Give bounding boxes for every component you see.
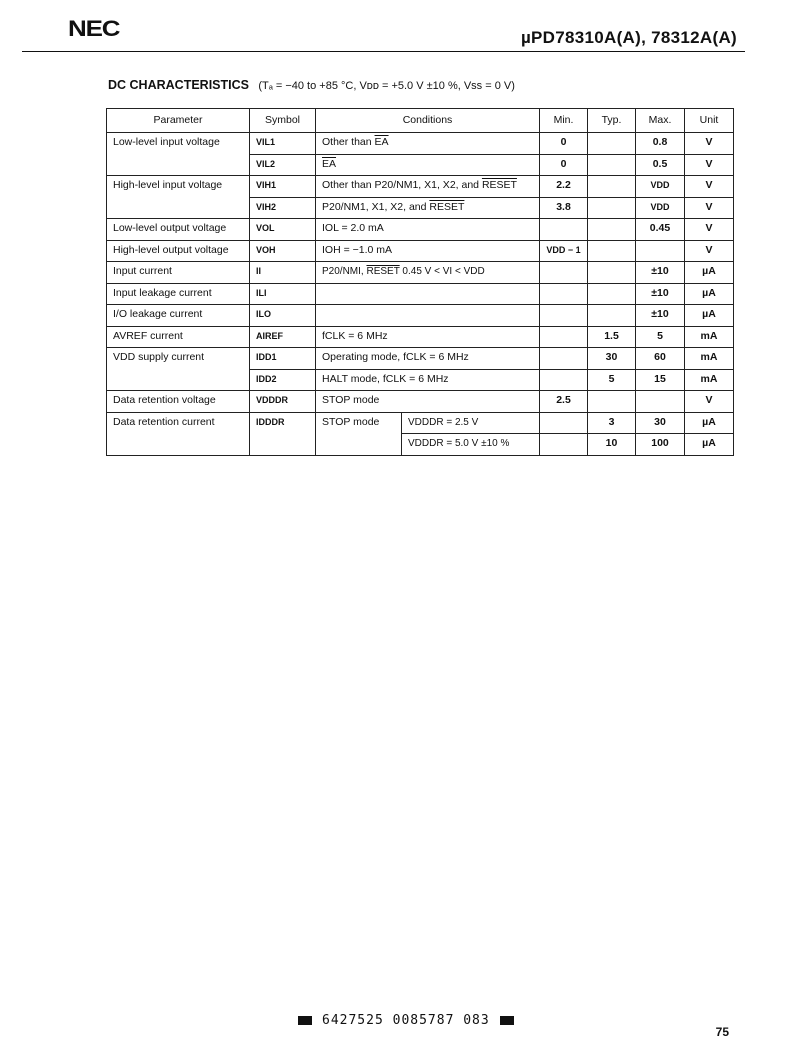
- conditions-cell: IOL = 2.0 mA: [316, 219, 540, 241]
- max-cell: 100: [636, 434, 685, 456]
- conditions-cell: [316, 133, 540, 155]
- max-cell: VDD: [636, 197, 685, 219]
- max-cell: ±10: [636, 305, 685, 327]
- unit-cell: V: [685, 154, 734, 176]
- symbol-cell: VIH2: [250, 197, 316, 219]
- table-row: [107, 133, 734, 155]
- conditions-cell: [316, 197, 540, 219]
- max-cell: VDD: [636, 176, 685, 198]
- max-cell: 0.5: [636, 154, 685, 176]
- footer-barcode: [298, 1013, 514, 1028]
- conditions-cell: [316, 176, 540, 198]
- table-row: [107, 283, 734, 305]
- cond-overline-text: $\overline{EA}$: [322, 157, 337, 170]
- unit-cell: µA: [685, 412, 734, 434]
- symbol-cell: VDDDR: [250, 391, 316, 413]
- typ-cell: 3: [588, 412, 636, 434]
- min-cell: 0: [540, 133, 588, 155]
- table-row: [107, 391, 734, 413]
- param-cell: AVREF current: [107, 326, 250, 348]
- unit-cell: µA: [685, 305, 734, 327]
- max-cell: [636, 240, 685, 262]
- param-cell: Low-level output voltage: [107, 219, 250, 241]
- typ-cell: [588, 154, 636, 176]
- unit-cell: mA: [685, 326, 734, 348]
- conditions-cell: STOP mode: [316, 391, 540, 413]
- symbol-cell: VOL: [250, 219, 316, 241]
- min-cell: [540, 219, 588, 241]
- min-cell: 3.8: [540, 197, 588, 219]
- min-cell: 2.5: [540, 391, 588, 413]
- param-cell: Low-level input voltage: [107, 133, 250, 176]
- table-row: [107, 348, 734, 370]
- table-row: [107, 262, 734, 284]
- min-cell: [540, 262, 588, 284]
- barcode-block-left: [298, 1016, 312, 1025]
- header-max: Max.: [636, 109, 685, 133]
- typ-cell: [588, 283, 636, 305]
- section-heading: DC CHARACTERISTICS: [108, 78, 249, 92]
- unit-cell: V: [685, 219, 734, 241]
- symbol-cell: ILO: [250, 305, 316, 327]
- header-parameter: Parameter: [107, 109, 250, 133]
- table-row: [107, 412, 734, 434]
- sub-conditions-cell: VDDDR = 2.5 V: [402, 412, 540, 434]
- table-row: [107, 305, 734, 327]
- conditions-cell: [316, 283, 540, 305]
- page-number: 75: [715, 1025, 729, 1039]
- unit-cell: V: [685, 391, 734, 413]
- typ-cell: [588, 197, 636, 219]
- table-row: [107, 326, 734, 348]
- max-cell: 15: [636, 369, 685, 391]
- sub-conditions-cell: VDDDR = 5.0 V ±10 %: [402, 434, 540, 456]
- cond-overline-text: RESET: [481, 179, 517, 191]
- symbol-cell: AIREF: [250, 326, 316, 348]
- section-conditions: (Tₐ = −40 to +85 °C, Vᴅᴅ = +5.0 V ±10 %, Vss = 0 V): [258, 80, 515, 92]
- min-cell: [540, 412, 588, 434]
- typ-cell: [588, 240, 636, 262]
- dc-characteristics-table: [106, 108, 734, 456]
- min-cell: [540, 434, 588, 456]
- param-cell: I/O leakage current: [107, 305, 250, 327]
- max-cell: [636, 391, 685, 413]
- unit-cell: µA: [685, 434, 734, 456]
- unit-cell: mA: [685, 369, 734, 391]
- conditions-cell: STOP mode: [316, 412, 402, 455]
- unit-cell: V: [685, 133, 734, 155]
- conditions-cell: [316, 262, 540, 284]
- typ-cell: 5: [588, 369, 636, 391]
- cond-overline-text: RESET: [366, 266, 400, 277]
- cond-overline-text: $\overline{EA}$: [374, 136, 389, 148]
- typ-cell: [588, 391, 636, 413]
- min-cell: [540, 369, 588, 391]
- typ-cell: [588, 305, 636, 327]
- table-row: [107, 240, 734, 262]
- param-cell: High-level input voltage: [107, 176, 250, 219]
- symbol-cell: VOH: [250, 240, 316, 262]
- symbol-cell: ILI: [250, 283, 316, 305]
- typ-cell: 10: [588, 434, 636, 456]
- table-row: [107, 219, 734, 241]
- param-cell: Data retention voltage: [107, 391, 250, 413]
- min-cell: [540, 305, 588, 327]
- typ-cell: [588, 176, 636, 198]
- param-cell: VDD supply current: [107, 348, 250, 391]
- max-cell: ±10: [636, 262, 685, 284]
- symbol-cell: IDDDR: [250, 412, 316, 455]
- param-cell: Data retention current: [107, 412, 250, 455]
- typ-cell: 30: [588, 348, 636, 370]
- typ-cell: 1.5: [588, 326, 636, 348]
- header-conditions: Conditions: [316, 109, 540, 133]
- max-cell: 60: [636, 348, 685, 370]
- cond-overline-text: RESET: [429, 200, 465, 213]
- param-cell: Input current: [107, 262, 250, 284]
- unit-cell: mA: [685, 348, 734, 370]
- max-cell: 0.8: [636, 133, 685, 155]
- min-cell: 2.2: [540, 176, 588, 198]
- typ-cell: [588, 219, 636, 241]
- header-symbol: Symbol: [250, 109, 316, 133]
- unit-cell: µA: [685, 262, 734, 284]
- conditions-cell: [316, 305, 540, 327]
- section-title: [108, 78, 515, 92]
- cond-text: Other than P20/NM1, X1, X2, and: [322, 179, 482, 191]
- max-cell: 30: [636, 412, 685, 434]
- min-cell: [540, 283, 588, 305]
- typ-cell: [588, 262, 636, 284]
- conditions-cell: [316, 154, 540, 176]
- cond-text: P20/NM1, X1, X2, and: [322, 200, 430, 213]
- unit-cell: V: [685, 240, 734, 262]
- min-cell: [540, 326, 588, 348]
- cond-tail-text: 0.45 V < VI < VDD: [399, 266, 485, 277]
- min-cell: VDD − 1: [540, 240, 588, 262]
- symbol-cell: VIL2: [250, 154, 316, 176]
- barcode-block-right: [500, 1016, 514, 1025]
- unit-cell: µA: [685, 283, 734, 305]
- symbol-cell: IDD1: [250, 348, 316, 370]
- conditions-cell: fCLK = 6 MHz: [316, 326, 540, 348]
- header-typ: Typ.: [588, 109, 636, 133]
- param-cell: High-level output voltage: [107, 240, 250, 262]
- table-row: [107, 176, 734, 198]
- header-rule: [22, 51, 745, 52]
- cond-text: P20/NMI,: [322, 266, 367, 277]
- max-cell: ±10: [636, 283, 685, 305]
- max-cell: 5: [636, 326, 685, 348]
- barcode-text: 6427525 0085787 083: [322, 1013, 490, 1028]
- symbol-cell: IDD2: [250, 369, 316, 391]
- symbol-cell: VIH1: [250, 176, 316, 198]
- cond-text: Other than: [322, 136, 375, 148]
- header-unit: Unit: [685, 109, 734, 133]
- typ-cell: [588, 133, 636, 155]
- nec-logo: NEC: [68, 16, 120, 41]
- max-cell: 0.45: [636, 219, 685, 241]
- min-cell: 0: [540, 154, 588, 176]
- symbol-cell: II: [250, 262, 316, 284]
- param-cell: Input leakage current: [107, 283, 250, 305]
- conditions-cell: HALT mode, fCLK = 6 MHz: [316, 369, 540, 391]
- min-cell: [540, 348, 588, 370]
- symbol-cell: VIL1: [250, 133, 316, 155]
- unit-cell: V: [685, 197, 734, 219]
- conditions-cell: IOH = −1.0 mA: [316, 240, 540, 262]
- conditions-cell: Operating mode, fCLK = 6 MHz: [316, 348, 540, 370]
- table-header-row: [107, 109, 734, 133]
- header-min: Min.: [540, 109, 588, 133]
- part-number: µPD78310A(A), 78312A(A): [520, 28, 737, 47]
- unit-cell: V: [685, 176, 734, 198]
